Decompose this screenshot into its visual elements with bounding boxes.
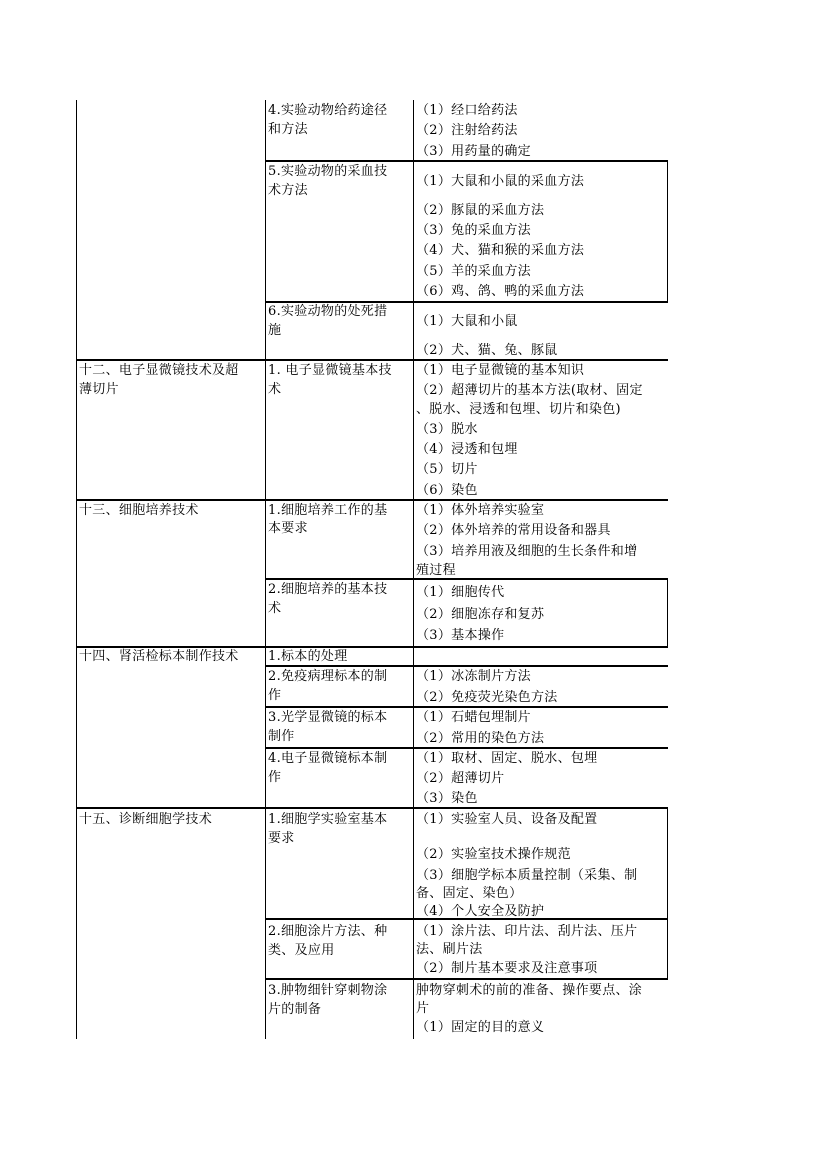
section-label: 十二、电子显微镜技术及超 [79,363,239,378]
topic-label: 施 [268,323,282,338]
list-item: （5）切片 [416,462,478,477]
topic-label: 6.实验动物的处死措 [268,304,388,319]
list-item: （2）犬、猫、兔、豚鼠 [416,343,558,358]
list-item: （1）冰冻制片方法 [416,669,531,684]
list-item: （2）超薄切片的基本方法(取材、固定 [416,383,643,398]
topic-label: 要求 [268,831,295,846]
list-item: 、脱水、浸透和包埋、切片和染色) [416,402,621,417]
list-item: （1）大鼠和小鼠的采血方法 [416,174,585,189]
topic-label: 2.免疫病理标本的制 [268,669,388,684]
list-item: （3）基本操作 [416,628,505,643]
list-item: （1）实验室人员、设备及配置 [416,812,598,827]
topic-label: 2.细胞培养的基本技 [268,582,388,597]
list-item: 殖过程 [416,563,456,578]
list-item: （1）体外培养实验室 [416,503,545,518]
list-item: 法、刷片法 [416,942,483,957]
list-item: （2）超薄切片 [416,771,505,786]
column-divider-2 [413,100,414,1039]
row-divider [76,807,668,809]
topic-label: 片的制备 [268,1002,322,1017]
section-label: 十三、细胞培养技术 [79,503,199,518]
list-item: （1）电子显微镜的基本知识 [416,363,585,378]
list-item: （3）用药量的确定 [416,144,531,159]
topic-label: 3.光学显微镜的标本 [268,710,388,725]
list-item: （1）石蜡包埋制片 [416,710,531,725]
section-label: 薄切片 [79,382,119,397]
topic-label: 作 [268,688,282,703]
topic-label: 4.电子显微镜标本制 [268,751,388,766]
list-item: （3）兔的采血方法 [416,223,531,238]
section-label: 十四、肾活检标本制作技术 [79,649,239,664]
topic-label: 1. 电子显微镜基本技 [268,363,392,378]
list-item: （2）注射给药法 [416,123,518,138]
list-item: 片 [416,1001,430,1016]
table-border-left [76,100,77,1039]
topic-label: 术方法 [268,183,308,198]
topic-label: 2.细胞涂片方法、种 [268,924,388,939]
topic-label: 1.细胞学实验室基本 [268,812,388,827]
list-item: （2）豚鼠的采血方法 [416,203,545,218]
list-item: （2）细胞冻存和复苏 [416,607,545,622]
table-border-right [667,160,668,301]
topic-label: 作 [268,770,282,785]
list-item: （1）细胞传代 [416,585,505,600]
list-item: （4）犬、猫和猴的采血方法 [416,243,585,258]
list-item: （3）培养用液及细胞的生长条件和增 [416,544,638,559]
list-item: （1）大鼠和小鼠 [416,314,518,329]
list-item: （5）羊的采血方法 [416,264,531,279]
list-item: （2）体外培养的常用设备和器具 [416,523,611,538]
table-border-right [667,578,668,646]
list-item: （2）免疫荧光染色方法 [416,690,558,705]
topic-label: 术 [268,382,282,397]
topic-label: 本要求 [268,521,308,536]
list-item: （6）鸡、鸽、鸭的采血方法 [416,284,585,299]
list-item: （1）经口给药法 [416,103,518,118]
topic-label: 术 [268,601,282,616]
list-item: 备、固定、染色） [416,886,523,901]
topic-label: 3.肿物细针穿刺物涂 [268,983,388,998]
topic-label: 1.细胞培养工作的基 [268,503,388,518]
list-item: 肿物穿刺术的前的准备、操作要点、涂 [416,983,643,998]
topic-label: 1.标本的处理 [268,649,348,664]
topic-label: 5.实验动物的采血技 [268,164,388,179]
topic-label: 制作 [268,729,295,744]
section-label: 十五、诊断细胞学技术 [79,812,213,827]
column-divider-1 [265,100,266,1039]
topic-label: 类、及应用 [268,943,335,958]
list-item: （1）取材、固定、脱水、包埋 [416,751,598,766]
topic-label: 4.实验动物给药途径 [268,103,388,118]
list-item: （3）脱水 [416,422,478,437]
table-border-right [667,807,668,979]
list-item: （6）染色 [416,483,478,498]
list-item: （4）浸透和包埋 [416,442,518,457]
list-item: （3）细胞学标本质量控制（采集、制 [416,868,638,883]
list-item: （2）实验室技术操作规范 [416,847,571,862]
list-item: （2）常用的染色方法 [416,731,545,746]
list-item: （3）染色 [416,791,478,806]
list-item: （1）固定的目的意义 [416,1020,545,1035]
list-item: （1）涂片法、印片法、刮片法、压片 [416,924,638,939]
list-item: （2）制片基本要求及注意事项 [416,961,598,976]
list-item: （4）个人安全及防护 [416,904,545,919]
topic-label: 和方法 [268,122,308,137]
